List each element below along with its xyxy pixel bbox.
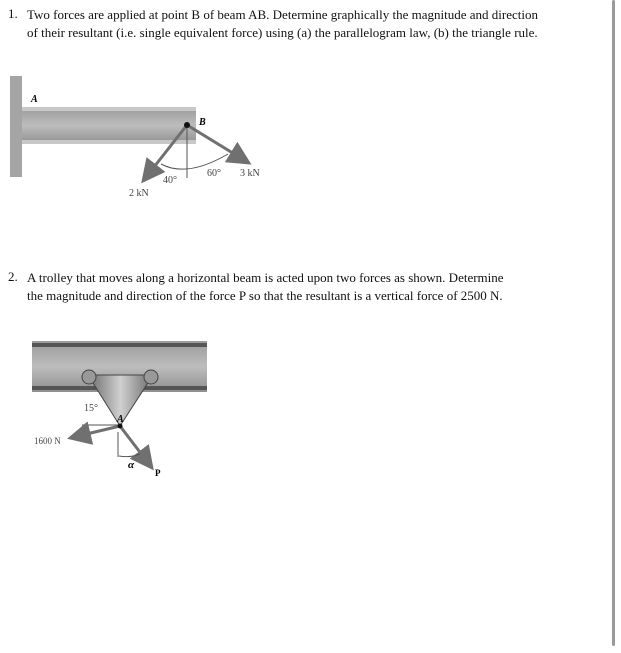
beam-ab <box>22 107 196 144</box>
force-1600n-arrow <box>70 426 120 438</box>
label-a2: A <box>117 414 124 425</box>
force-p-arrow <box>120 426 152 468</box>
wall <box>10 76 22 177</box>
force-3kn-arrow <box>187 125 249 163</box>
scrollbar[interactable] <box>612 0 615 646</box>
label-b: B <box>199 117 206 128</box>
label-alpha: α <box>128 459 135 471</box>
figure-2-trolley <box>32 341 207 478</box>
figure-1-beam <box>10 76 260 199</box>
problem-2-number: 2. <box>8 269 18 284</box>
problem-2-text: A trolley that moves along a horizontal beam is acted upon two forces as shown. Determine the magnitude and direction of the force P so that the resultant is a vertical force of 2500 N. <box>27 270 504 303</box>
label-3kn: 3 kN <box>240 168 260 179</box>
problem-1-text: Two forces are applied at point B of beam AB. Determine graphically the magnitude and direction of their resultant (i.e. single equivalent force) using (a) the parallelogram law, (b) the triangle rule. <box>27 7 538 40</box>
label-40: 40° <box>163 175 177 186</box>
problem-1-number: 1. <box>8 6 18 21</box>
label-a: A <box>31 94 38 105</box>
label-60: 60° <box>207 168 221 179</box>
label-15: 15° <box>84 403 98 414</box>
label-1600n: 1600 N <box>34 436 61 446</box>
label-2kn: 2 kN <box>129 188 149 199</box>
label-p: P <box>155 468 161 478</box>
